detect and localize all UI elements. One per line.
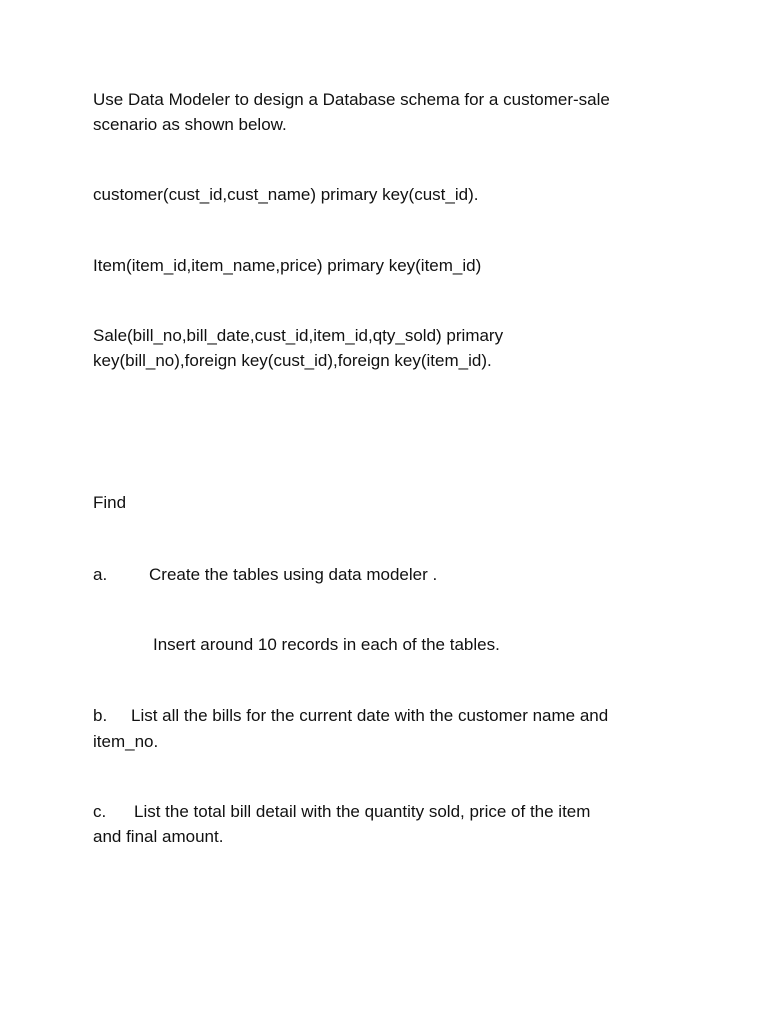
- schema-customer: customer(cust_id,cust_name) primary key(cust_id).: [93, 185, 479, 204]
- question-c-text-line-2: and final amount.: [93, 827, 224, 846]
- question-b-marker: b.: [93, 706, 108, 725]
- question-a-marker: a.: [93, 565, 108, 584]
- schema-sale-line-1: Sale(bill_no,bill_date,cust_id,item_id,qty_sold) primary: [93, 326, 504, 345]
- find-heading: Find: [93, 493, 127, 512]
- schema-item: Item(item_id,item_name,price) primary key(item_id): [93, 256, 482, 275]
- question-b-text-line-2: item_no.: [93, 732, 159, 751]
- question-b-text-line-1: List all the bills for the current date with the customer name and: [131, 706, 609, 725]
- intro-line-2: scenario as shown below.: [93, 115, 287, 134]
- question-c: [93, 800, 590, 824]
- schema-sale-line-2: key(bill_no),foreign key(cust_id),foreign key(item_id).: [93, 351, 492, 370]
- question-a-text: Create the tables using data modeler .: [149, 565, 438, 584]
- question-c-text-line-1: List the total bill detail with the quantity sold, price of the item: [134, 802, 591, 821]
- question-a-subtext: Insert around 10 records in each of the tables.: [153, 635, 500, 654]
- question-a: [93, 563, 437, 587]
- question-c-marker: c.: [93, 802, 107, 821]
- question-b: [93, 704, 608, 728]
- intro-line-1: Use Data Modeler to design a Database schema for a customer-sale: [93, 90, 610, 109]
